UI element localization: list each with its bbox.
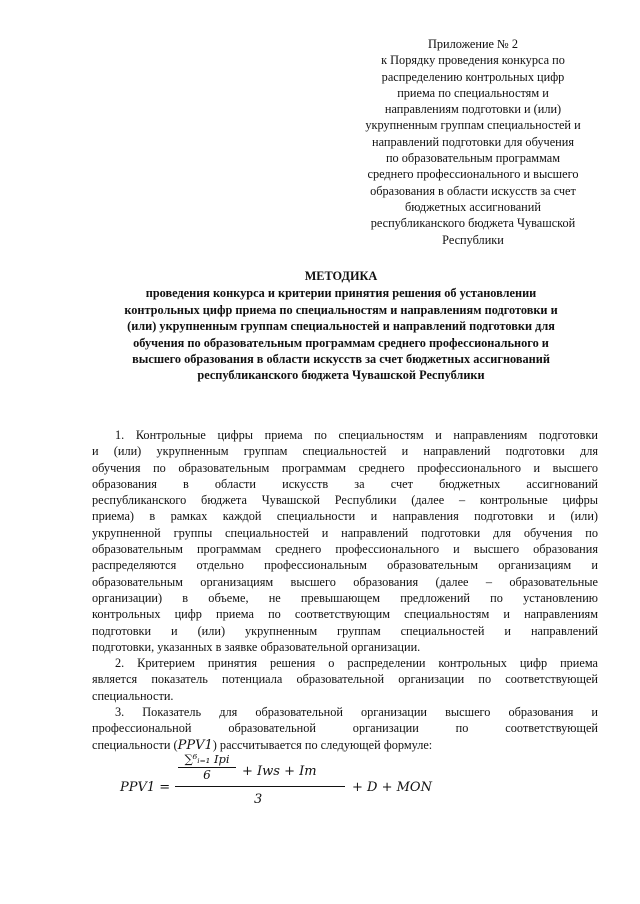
title-line: обучения по образовательным программам среднего профессионального и xyxy=(133,335,549,350)
paragraph-line: распределяются отдельно профессиональным образовательным организациям и xyxy=(92,558,598,573)
paragraph-line: подготовки, указанных в заявке образовательной организации. xyxy=(92,639,421,654)
document-title-block xyxy=(84,268,598,384)
appendix-line: направлениям подготовки и (или) xyxy=(384,102,562,117)
paragraph-line: республиканского бюджета Чувашской Республики (далее – контрольные цифры xyxy=(92,493,598,508)
paragraph-line: 3. Показатель для образовательной организации высшего образования и xyxy=(115,705,598,720)
formula-sum-fraction xyxy=(178,752,236,781)
appendix-line: приема по специальностям и xyxy=(397,85,549,100)
paragraph-3-last-line: специальности (PPV1) рассчитывается по следующей формуле: xyxy=(92,737,433,753)
paragraph-line: является показатель потенциала образовательной организации по соответствующей xyxy=(92,672,598,687)
title-line: республиканского бюджета Чувашской Республики xyxy=(197,368,485,383)
formula-sum-top: ∑⁶ᵢ₌₁ Ipi xyxy=(184,752,230,766)
paragraph-line: 1. Контрольные цифры приема по специальностям и направлениям подготовки xyxy=(115,428,598,442)
appendix-line: распределению контрольных цифр xyxy=(381,69,565,84)
paragraph-line: контрольных цифр приема по соответствующим специальностям и направлениям xyxy=(92,607,598,622)
ppv1-formula xyxy=(120,752,432,812)
appendix-line: образования в области искусств за счет xyxy=(370,183,576,198)
paragraph-1 xyxy=(92,427,598,655)
appendix-line: Республики xyxy=(442,232,504,247)
document-title: МЕТОДИКА xyxy=(304,269,378,283)
paragraph-line: профессиональной образовательной организации по соответствующей xyxy=(92,721,598,736)
paragraph-2 xyxy=(92,655,598,704)
appendix-line: направлений подготовки для обучения xyxy=(372,134,574,149)
title-line: проведения конкурса и критерии принятия решения об установлении xyxy=(145,286,537,301)
appendix-line: среднего профессионального и высшего xyxy=(367,167,579,182)
title-line: контрольных цифр приема по специальностям и направлениям подготовки и xyxy=(124,302,558,317)
title-line: (или) укрупненным группам специальностей и направлений подготовки для xyxy=(127,319,555,334)
appendix-line: к Порядку проведения конкурса по xyxy=(381,53,565,68)
appendix-header xyxy=(342,36,604,248)
formula-lhs: PPV1 = xyxy=(120,780,171,795)
appendix-line: Приложение № 2 xyxy=(427,37,519,51)
appendix-line: бюджетных ассигнований xyxy=(405,199,541,214)
appendix-line: укрупненным группам специальностей и xyxy=(365,118,581,133)
formula-denominator: 3 xyxy=(254,792,263,807)
formula-fraction-bar xyxy=(175,786,345,787)
formula-numerator-rest: + Iws + Iт xyxy=(242,764,317,779)
appendix-line: республиканского бюджета Чувашской xyxy=(370,216,576,231)
paragraph-line: приема) в рамках каждой специальности и направления подготовки и (или) xyxy=(92,509,598,524)
formula-sum-bottom: 6 xyxy=(203,768,211,782)
paragraph-line: образовательным организациям высшего образования (далее – образовательные xyxy=(92,574,598,589)
document-subtitle xyxy=(84,285,598,383)
title-line: высшего образования в области искусств за счет бюджетных ассигнований xyxy=(132,352,550,367)
appendix-line: по образовательным программам xyxy=(385,151,561,166)
paragraph-line: образовательным программам среднего профессионального и высшего образования xyxy=(92,542,598,557)
formula-tail: + D + MON xyxy=(352,780,432,795)
paragraph-3 xyxy=(92,704,598,754)
paragraph-line: специальности. xyxy=(92,688,174,703)
paragraph-line: укрупненной группы специальностей и направлений подготовки для обучения по xyxy=(92,525,598,540)
ppv1-inline-math: PPV1 xyxy=(177,737,213,753)
paragraph-line: обучения по образовательным программам среднего профессионального и высшего xyxy=(92,460,598,475)
document-body xyxy=(92,427,598,754)
paragraph-line: подготовки и (или) укрупненным группам специальностей и направлений xyxy=(92,623,598,638)
paragraph-line: и (или) укрупненным группам специальностей и направлений подготовки для xyxy=(92,444,598,459)
paragraph-line: образования в области искусств за счет бюджетных ассигнований xyxy=(92,476,598,491)
paragraph-line: 2. Критерием принятия решения о распределении контрольных цифр приема xyxy=(115,656,598,671)
paragraph-line: организации) в объеме, не превышающем предложений по установлению xyxy=(92,590,598,605)
